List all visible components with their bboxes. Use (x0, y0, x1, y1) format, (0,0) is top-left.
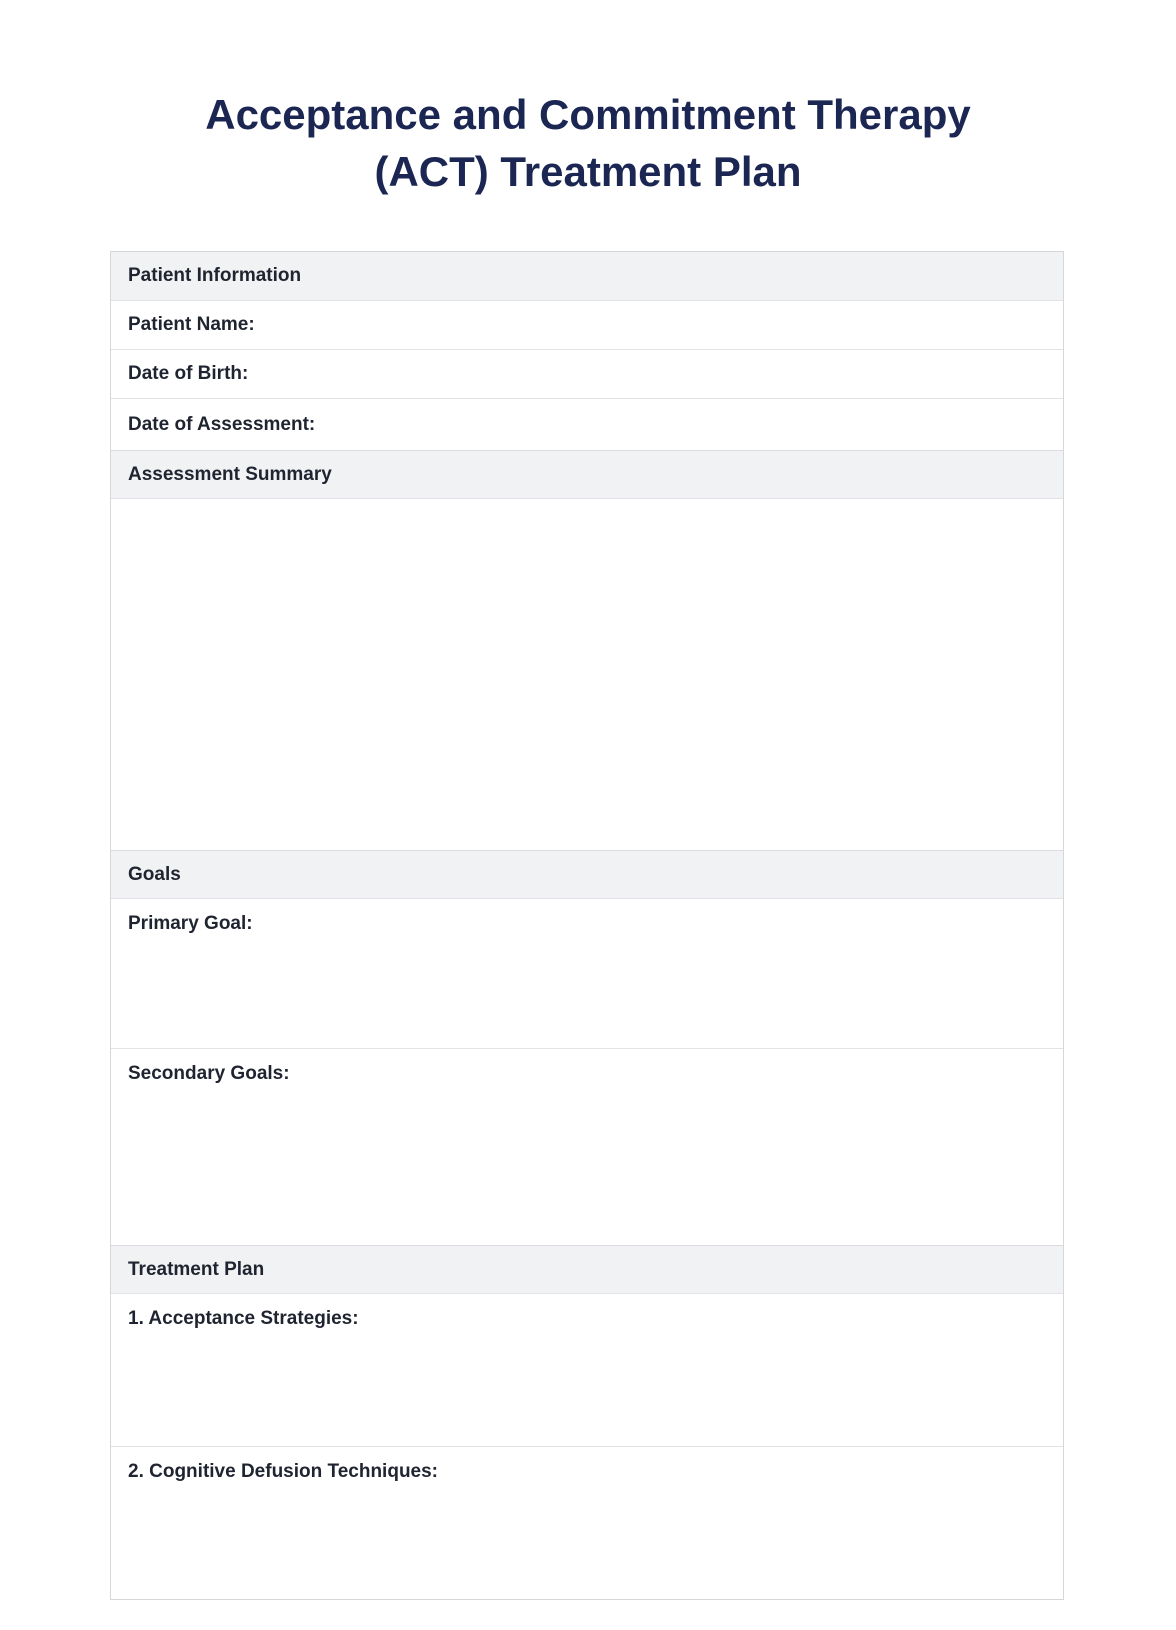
title-line-2: (ACT) Treatment Plan (374, 148, 802, 196)
field-row-acceptance-strategies (111, 1293, 1063, 1446)
cognitive-defusion-techniques-field[interactable] (128, 1483, 1046, 1593)
field-row-date-of-birth (111, 349, 1063, 398)
document-title (0, 0, 1176, 200)
section-header-treatment-plan (111, 1245, 1063, 1293)
field-row-primary-goal (111, 898, 1063, 1048)
field-row-date-of-assessment (111, 398, 1063, 450)
section-header-label: Assessment Summary (128, 463, 332, 485)
date-of-birth-label: Date of Birth: (128, 363, 249, 384)
assessment-summary-content-row (111, 498, 1063, 850)
treatment-plan-form-table (110, 251, 1064, 1600)
date-of-assessment-field[interactable] (315, 399, 1046, 450)
primary-goal-field[interactable] (128, 935, 1046, 1042)
section-header-label: Goals (128, 863, 181, 885)
cognitive-defusion-techniques-label: 2. Cognitive Defusion Techniques: (128, 1461, 439, 1482)
acceptance-strategies-field[interactable] (128, 1330, 1046, 1440)
date-of-birth-field[interactable] (248, 350, 1046, 398)
field-row-secondary-goals (111, 1048, 1063, 1245)
section-header-assessment-summary (111, 450, 1063, 498)
section-header-label: Treatment Plan (128, 1258, 265, 1280)
patient-name-field[interactable] (255, 301, 1046, 349)
acceptance-strategies-label: 1. Acceptance Strategies: (128, 1308, 359, 1329)
secondary-goals-field[interactable] (128, 1085, 1046, 1239)
date-of-assessment-label: Date of Assessment: (128, 413, 316, 435)
field-row-patient-name (111, 300, 1063, 349)
secondary-goals-label: Secondary Goals: (128, 1063, 290, 1084)
section-header-label: Patient Information (128, 265, 302, 286)
section-header-patient-information (111, 252, 1063, 300)
title-line-1: Acceptance and Commitment Therapy (205, 91, 971, 138)
patient-name-label: Patient Name: (128, 314, 255, 335)
assessment-summary-field[interactable] (111, 499, 1063, 850)
field-row-cognitive-defusion-techniques (111, 1446, 1063, 1599)
section-header-goals (111, 850, 1063, 898)
primary-goal-label: Primary Goal: (128, 913, 253, 934)
